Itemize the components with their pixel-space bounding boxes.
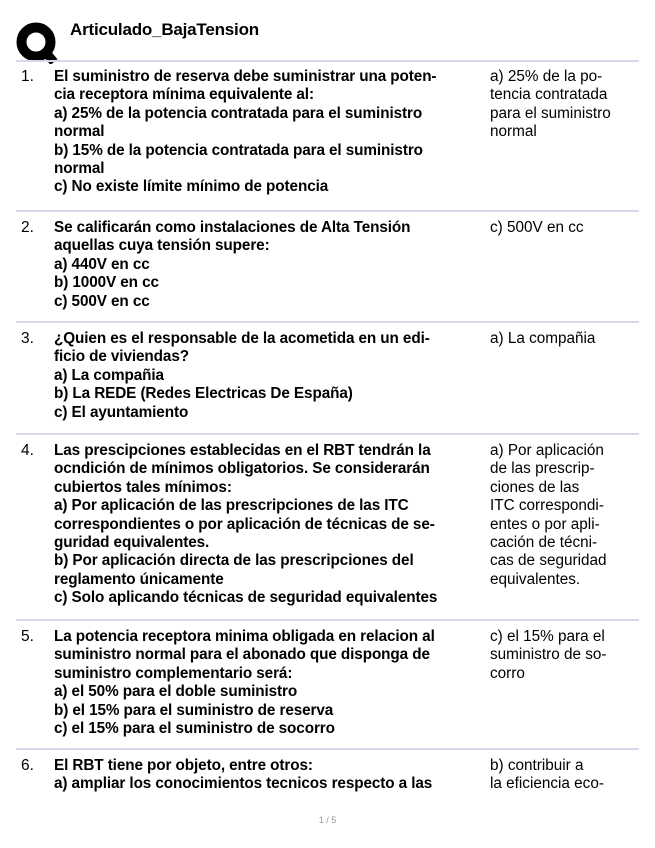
question-text: La potencia receptora minima obligada en relacion al suministro normal para el abonado que disponga de suministro complementario será: a) el 50% para el doble suministro b) el 15% para el suministro de reserva c) el 15% para el suministro de socorro xyxy=(54,628,435,738)
page-header xyxy=(16,16,636,60)
answer-text: a) La compañia xyxy=(490,330,596,347)
page-number: 1 / 5 xyxy=(318,815,337,825)
item-number: 3. xyxy=(21,330,34,347)
item-number: 2. xyxy=(21,219,34,236)
question-text: El suministro de reserva debe suministrar una poten- cia receptora mínima equivalente al: a) 25% de la potencia contratada para el suministro normal b) 15% de la potencia contratada para el suministro normal c) No existe límite mínimo de potencia xyxy=(54,68,437,196)
list-item xyxy=(16,619,639,748)
list-item xyxy=(16,210,639,321)
list-item xyxy=(16,60,639,210)
question-text: El RBT tiene por objeto, entre otros: a) ampliar los conocimientos tecnicos respecto a las xyxy=(54,757,433,793)
answer-text: c) 500V en cc xyxy=(490,219,584,236)
flashcard-list xyxy=(16,60,639,798)
list-item xyxy=(16,433,639,619)
answer-text: a) Por aplicación de las prescrip- ciones de las ITC correspondi- entes o por apli- cación de técni- cas de seguridad equivalentes. xyxy=(490,442,607,588)
list-item xyxy=(16,321,639,433)
question-text: ¿Quien es el responsable de la acometida en un edi- ficio de viviendas? a) La compañia b) La REDE (Redes Electricas De España) c) El ayuntamiento xyxy=(54,330,430,421)
answer-text: a) 25% de la po- tencia contratada para el suministro normal xyxy=(490,68,611,141)
question-text: Se calificarán como instalaciones de Alta Tensión aquellas cuya tensión supere: a) 440V en cc b) 1000V en cc c) 500V en cc xyxy=(54,219,411,310)
item-number: 1. xyxy=(21,68,34,85)
list-item xyxy=(16,748,639,798)
document-title: Articulado_BajaTension xyxy=(70,20,259,39)
answer-text: c) el 15% para el suministro de so- corro xyxy=(490,628,607,682)
answer-text: b) contribuir a la eficiencia eco- xyxy=(490,757,604,793)
item-number: 6. xyxy=(21,757,34,774)
quizlet-logo-icon xyxy=(16,22,58,64)
item-number: 5. xyxy=(21,628,34,645)
question-text: Las prescipciones establecidas en el RBT tendrán la ocndición de mínimos obligatorios. Se considerarán cubiertos tales mínimos: a) Por aplicación de las prescripciones de las ITC correspondientes o por aplicación de técnicas de se- guridad equivalentes. b) Por aplicación directa de las prescripciones del reglamento únicamente c) Solo aplicando técnicas de seguridad equivalentes xyxy=(54,442,438,607)
item-number: 4. xyxy=(21,442,34,459)
